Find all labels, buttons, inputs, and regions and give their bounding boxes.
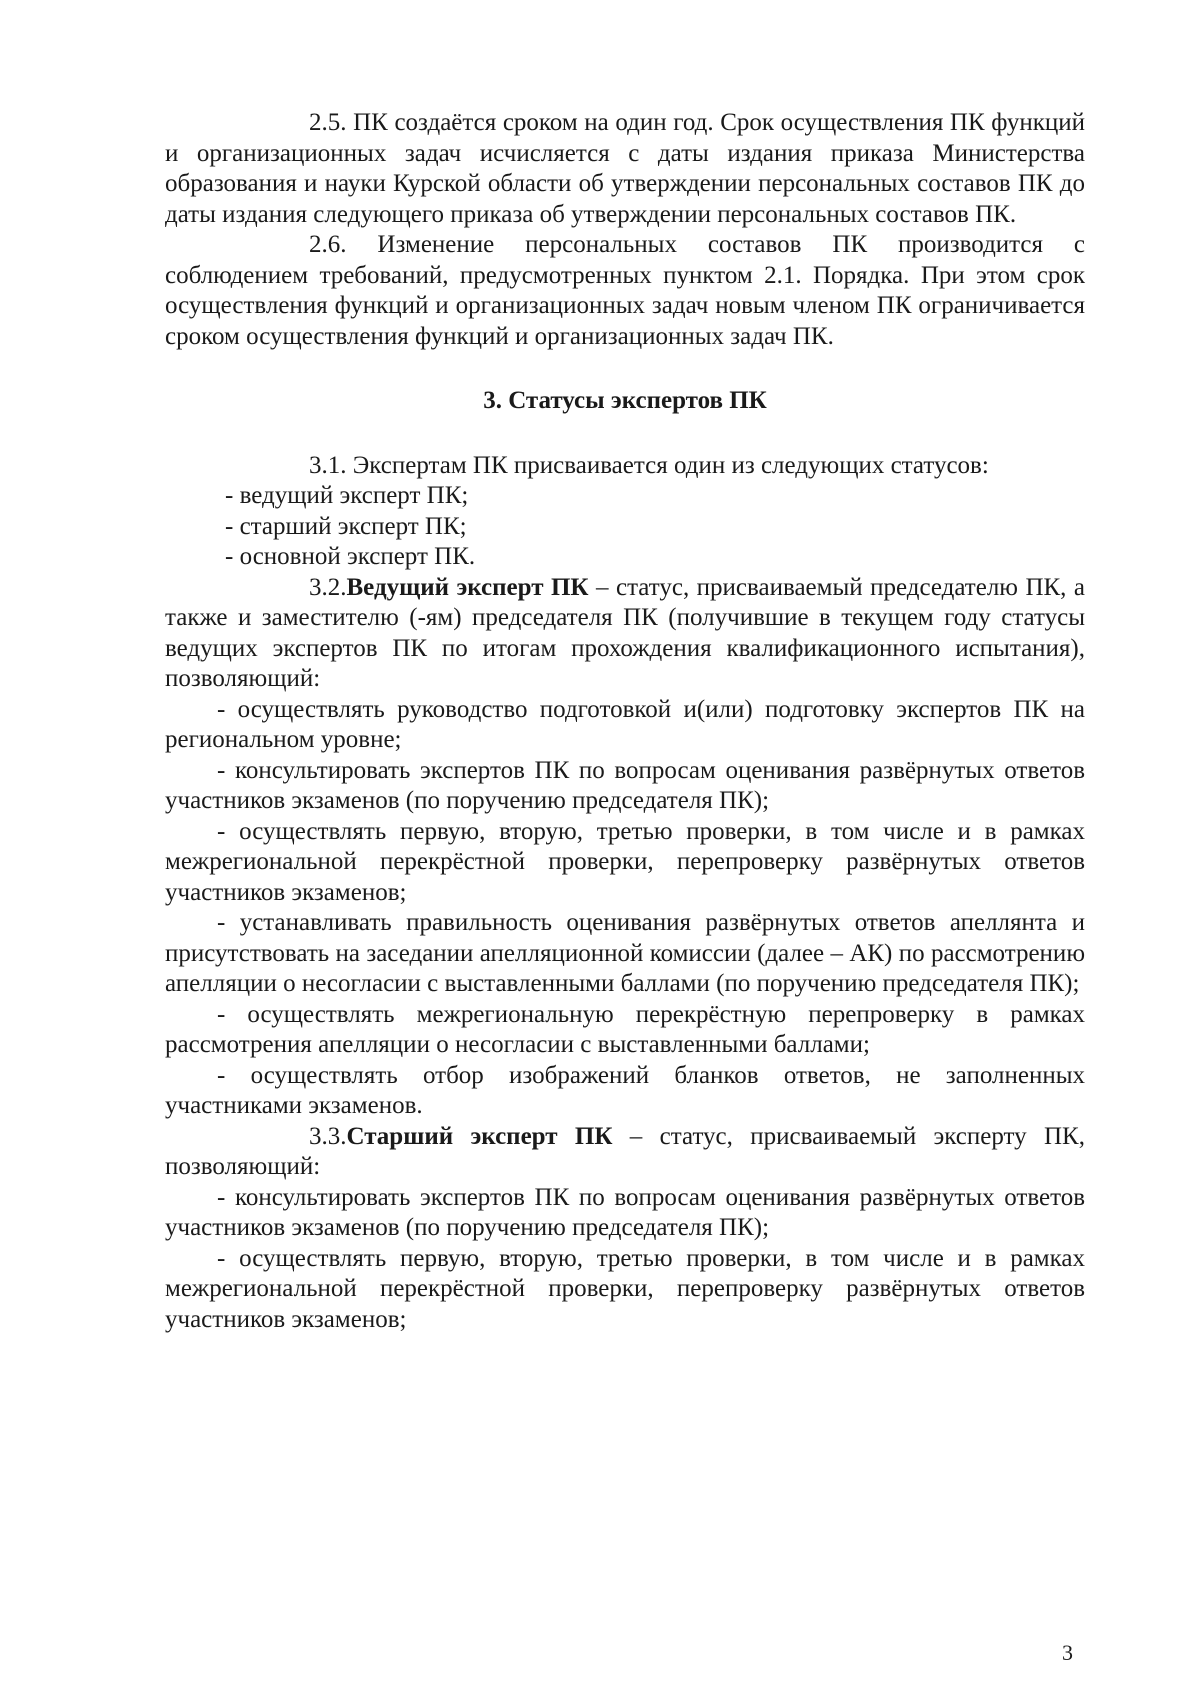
list-item: - консультировать экспертов ПК по вопросам оценивания развёрнутых ответов участников экзаменов (по поручению председателя ПК); [165, 1183, 1085, 1241]
paragraph-3-2 [165, 573, 1085, 695]
list-item: - старший эксперт ПК; [225, 512, 467, 540]
list-item: - устанавливать правильность оценивания развёрнутых ответов апеллянта и присутствовать на заседании апелляционной комиссии (далее – АК) по рассмотрению апелляции о несогласии с выставленными баллами (по поручению председателя ПК); [165, 909, 1085, 997]
list-item: - осуществлять первую, вторую, третью проверки, в том числе и в рамках межрегиональной перекрёстной проверки, перепроверку развёрнутых ответов участников экзаменов; [165, 1244, 1085, 1333]
paragraph-number: 2.5. [309, 109, 347, 136]
list-item: - осуществлять первую, вторую, третью проверки, в том числе и в рамках межрегиональной перекрёстной проверки, перепроверку развёрнутых ответов участников экзаменов; [165, 817, 1085, 906]
paragraph-number: 3.3. [309, 1122, 347, 1150]
paragraph-text: – статус, присваиваемый эксперту ПК, позволяющий: [165, 1122, 1085, 1180]
paragraph-number: 3.1. [309, 451, 347, 479]
list-item: - консультировать экспертов ПК по вопросам оценивания развёрнутых ответов участников экзаменов (по поручению председателя ПК); [165, 756, 1085, 814]
paragraph-text: Изменение персональных составов ПК производится с соблюдением требований, предусмотренных пунктом 2.1. Порядка. При этом срок осуществления функций и организационных задач новым членом ПК ограничивается сроком осуществления функций и организационных задач ПК. [165, 231, 1086, 350]
paragraph-3-1 [165, 451, 1085, 482]
paragraph-text: ПК создаётся сроком на один год. Срок осуществления ПК функций и организационных задач исчисляется с даты издания приказа Министерства образования и науки Курской области об утверждении персональных составов ПК до даты издания следующего приказа об утверждении персональных составов ПК. [165, 109, 1086, 228]
status-list [165, 481, 1085, 573]
list-item: - ведущий эксперт ПК; [225, 482, 469, 509]
paragraph-number: 2.6. [309, 231, 347, 258]
paragraph-2-5 [165, 108, 1085, 230]
paragraph-text: – статус, присваиваемый председателю ПК, а также и заместителю (-ям) председателя ПК (получившие в текущем году статусы ведущих экспертов ПК по итогам прохождения квалификационного испытания), позволяющий: [165, 573, 1085, 692]
paragraph-2-6 [165, 230, 1085, 352]
list-item: - осуществлять руководство подготовкой и(или) подготовку экспертов ПК на региональном уровне; [165, 695, 1085, 753]
paragraph-text: Экспертам ПК присваивается один из следующих статусов: [352, 451, 989, 479]
list-item: - осуществлять отбор изображений бланков ответов, не заполненных участниками экзаменов. [165, 1061, 1085, 1119]
paragraph-number: 3.2. [309, 573, 347, 601]
list-item: - основной эксперт ПК. [225, 543, 476, 570]
document-page [165, 108, 1085, 1335]
status-term: Старший эксперт ПК [346, 1122, 613, 1150]
section-title: 3. Статусы экспертов ПК [483, 387, 767, 414]
list-item: - осуществлять межрегиональную перекрёстную перепроверку в рамках рассмотрения апелляции о несогласии с выставленными баллами; [165, 1000, 1085, 1058]
page-number: 3 [1062, 1640, 1073, 1665]
paragraph-3-3 [165, 1122, 1085, 1183]
status-term: Ведущий эксперт ПК [346, 573, 589, 601]
